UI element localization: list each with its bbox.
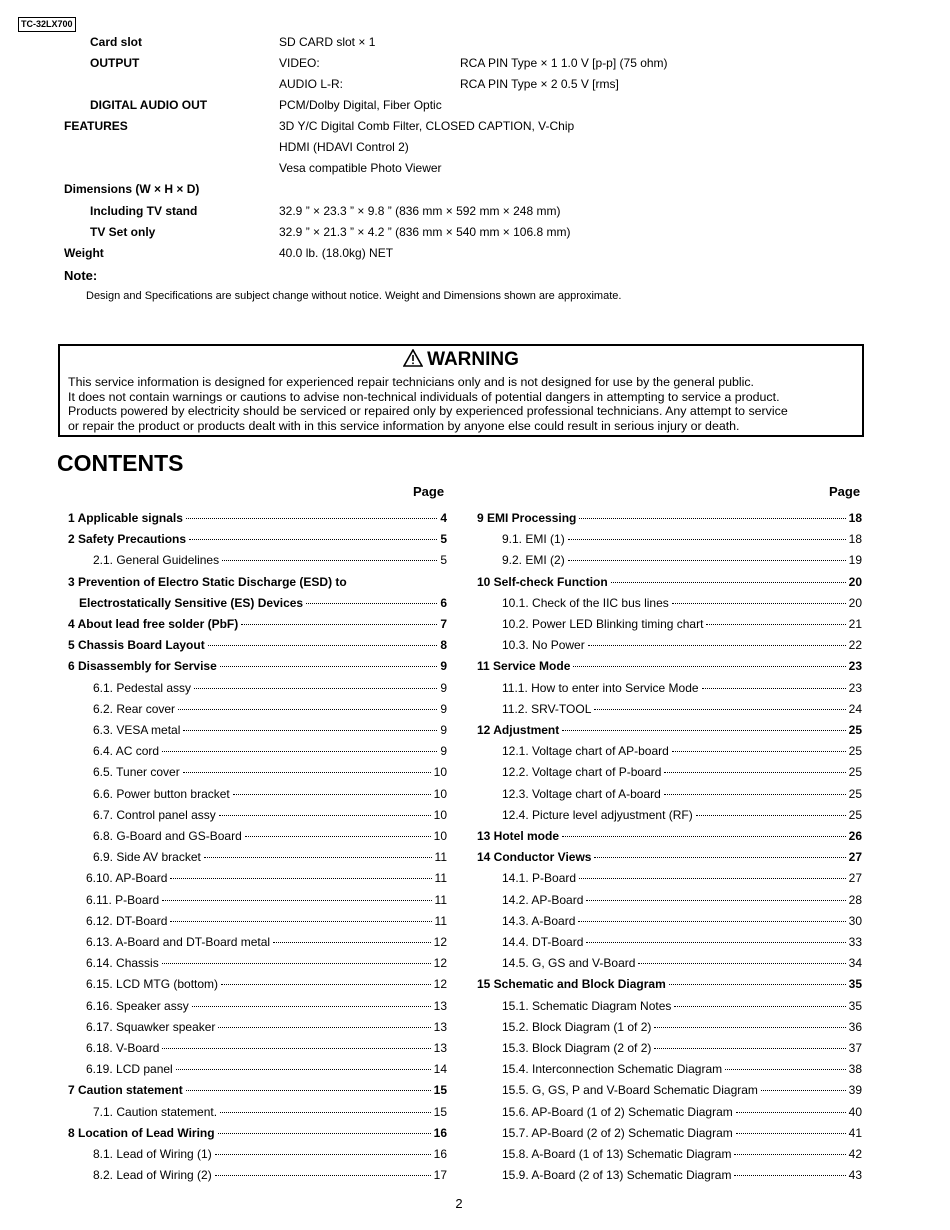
toc-entry-page: 24 <box>848 701 862 716</box>
toc-entry-title: 14.5. G, GS and V-Board <box>502 956 636 971</box>
toc-entry[interactable] <box>502 1146 862 1162</box>
toc-entry-page: 27 <box>848 850 862 865</box>
spec-value: SD CARD slot × 1 <box>279 35 376 49</box>
toc-entry-page: 10 <box>433 829 447 843</box>
toc-entry-title: 6.19. LCD panel <box>86 1062 173 1077</box>
toc-leader-dots <box>562 836 846 837</box>
toc-leader-dots <box>162 900 431 901</box>
toc-entry-title: 15.3. Block Diagram (2 of 2) <box>502 1041 652 1055</box>
spec-value: HDMI (HDAVI Control 2) <box>279 140 409 154</box>
toc-entry[interactable] <box>93 807 447 823</box>
toc-entry-title: 8.1. Lead of Wiring (1) <box>93 1147 212 1161</box>
toc-leader-dots <box>218 1027 430 1028</box>
toc-entry[interactable] <box>68 637 447 653</box>
warning-line: or repair the product or products dealt with in this service information by anyone else could result in serious injury or death. <box>68 418 740 433</box>
toc-entry-page: 26 <box>848 829 862 843</box>
toc-entry[interactable] <box>93 828 447 844</box>
toc-entry-page: 10 <box>433 807 447 822</box>
toc-entry-page: 13 <box>433 998 447 1013</box>
toc-leader-dots <box>578 921 845 922</box>
toc-entry-page: 10 <box>433 765 447 780</box>
toc-entry[interactable] <box>93 849 447 865</box>
toc-entry-title: 15.7. AP-Board (2 of 2) Schematic Diagram <box>502 1125 733 1140</box>
toc-entry-title: 2 Safety Precautions <box>68 532 187 547</box>
toc-entry[interactable] <box>502 764 862 780</box>
toc-leader-dots <box>594 857 845 858</box>
spec-label: Card slot <box>90 35 143 49</box>
toc-entry-page: 15 <box>433 1104 447 1119</box>
spec-value: 3D Y/C Digital Comb Filter, CLOSED CAPTION, V-Chip <box>279 119 575 133</box>
toc-entry-page: 9 <box>440 680 447 695</box>
toc-leader-dots <box>176 1069 431 1070</box>
toc-entry[interactable] <box>68 510 447 526</box>
toc-entry-page: 25 <box>848 744 862 759</box>
toc-leader-dots <box>664 794 846 795</box>
toc-leader-dots <box>669 984 846 985</box>
spec-value-detail: RCA PIN Type × 2 0.5 V [rms] <box>460 77 619 91</box>
toc-leader-dots <box>611 582 846 583</box>
toc-entry-page: 23 <box>848 659 862 674</box>
toc-entry[interactable] <box>86 976 447 992</box>
toc-entry[interactable] <box>93 722 447 738</box>
toc-leader-dots <box>586 942 845 943</box>
toc-entry-title: 6.7. Control panel assy <box>93 807 216 822</box>
page-column-header-left: Page <box>413 484 445 499</box>
toc-entry[interactable] <box>68 616 447 632</box>
toc-entry-title: 7 Caution statement <box>68 1083 183 1098</box>
toc-entry[interactable] <box>502 1125 862 1141</box>
spec-value: 32.9 ” × 21.3 ” × 4.2 ” (836 mm × 540 mm × 106.8 mm) <box>279 225 571 239</box>
toc-entry[interactable] <box>93 680 447 696</box>
page-number: 2 <box>455 1196 463 1211</box>
toc-entry-page: 18 <box>848 511 862 525</box>
toc-leader-dots <box>233 794 431 795</box>
toc-entry-title: 6 Disassembly for Servise <box>68 659 217 674</box>
toc-entry-title: 14.3. A-Board <box>502 913 576 928</box>
toc-entry-title: 15.8. A-Board (1 of 13) Schematic Diagram <box>502 1147 732 1161</box>
toc-leader-dots <box>725 1069 846 1070</box>
toc-entry-page: 5 <box>440 532 447 547</box>
toc-entry-title: 6.11. P-Board <box>86 892 160 907</box>
toc-entry-page: 33 <box>848 935 862 949</box>
toc-entry-page: 10 <box>433 786 447 801</box>
toc-entry-title: 14 Conductor Views <box>477 850 592 865</box>
toc-leader-dots <box>573 666 845 667</box>
toc-entry-title: 3 Prevention of Electro Static Discharge (ESD) to <box>68 574 347 589</box>
spec-value: Vesa compatible Photo Viewer <box>279 161 442 175</box>
toc-entry-page: 22 <box>848 638 862 653</box>
toc-entry-page: 9 <box>440 723 447 737</box>
toc-entry-page: 41 <box>848 1125 862 1140</box>
spec-label: DIGITAL AUDIO OUT <box>90 98 208 112</box>
toc-leader-dots <box>672 751 846 752</box>
toc-leader-dots <box>674 1006 845 1007</box>
toc-entry-page: 19 <box>848 553 862 568</box>
toc-leader-dots <box>220 1112 431 1113</box>
toc-entry-page: 18 <box>848 532 862 547</box>
toc-entry[interactable] <box>502 531 862 547</box>
toc-leader-dots <box>306 603 437 604</box>
toc-leader-dots <box>245 836 431 837</box>
toc-entry[interactable] <box>86 934 447 950</box>
toc-leader-dots <box>220 666 438 667</box>
toc-entry-page: 12 <box>433 956 447 971</box>
toc-entry[interactable] <box>502 786 862 802</box>
toc-leader-dots <box>579 878 846 879</box>
toc-entry[interactable] <box>502 998 862 1014</box>
toc-entry-title: 2.1. General Guidelines <box>93 553 220 568</box>
toc-entry-page: 15 <box>433 1083 447 1098</box>
toc-leader-dots <box>562 730 845 731</box>
toc-entry[interactable] <box>502 1104 862 1120</box>
toc-entry[interactable] <box>93 1104 447 1120</box>
toc-entry[interactable] <box>86 955 447 971</box>
toc-entry[interactable] <box>86 892 447 908</box>
spec-value: VIDEO: <box>279 56 320 70</box>
toc-entry[interactable] <box>502 955 862 971</box>
toc-entry-title: Electrostatically Sensitive (ES) Devices <box>79 595 304 610</box>
toc-leader-dots <box>192 1006 431 1007</box>
toc-leader-dots <box>162 751 437 752</box>
toc-entry-page: 12 <box>433 977 447 992</box>
toc-leader-dots <box>273 942 431 943</box>
toc-leader-dots <box>170 921 431 922</box>
toc-leader-dots <box>654 1048 845 1049</box>
toc-leader-dots <box>186 518 437 519</box>
toc-entry-page: 4 <box>440 511 447 525</box>
toc-entry-title: 6.12. DT-Board <box>86 913 168 928</box>
toc-entry-title: 11.1. How to enter into Service Mode <box>502 680 699 695</box>
toc-leader-dots <box>579 518 845 519</box>
note-text: Design and Specifications are subject change without notice. Weight and Dimensions shown are approximate. <box>86 290 622 302</box>
toc-entry-title: 6.14. Chassis <box>86 956 159 971</box>
toc-entry[interactable] <box>477 574 862 590</box>
toc-entry[interactable] <box>502 934 862 950</box>
toc-entry-title: 4 About lead free solder (PbF) <box>68 617 239 631</box>
toc-entry-title: 12.1. Voltage chart of AP-board <box>502 744 669 759</box>
toc-entry-title: 8 Location of Lead Wiring <box>68 1125 215 1140</box>
toc-leader-dots <box>183 730 437 731</box>
spec-value: 32.9 ” × 23.3 ” × 9.8 ” (836 mm × 592 mm × 248 mm) <box>279 204 561 218</box>
toc-entry[interactable] <box>502 1061 862 1077</box>
spec-label: TV Set only <box>90 225 156 239</box>
toc-entry[interactable] <box>502 913 862 929</box>
spec-label: Dimensions (W × H × D) <box>64 182 200 196</box>
toc-entry[interactable] <box>477 510 862 526</box>
toc-entry-page: 13 <box>433 1041 447 1055</box>
toc-entry-page: 9 <box>440 744 447 759</box>
toc-leader-dots <box>568 560 846 561</box>
toc-entry-title: 13 Hotel mode <box>477 829 560 843</box>
toc-leader-dots <box>219 815 431 816</box>
toc-entry-title: 15.6. AP-Board (1 of 2) Schematic Diagram <box>502 1104 733 1119</box>
toc-leader-dots <box>734 1154 845 1155</box>
spec-value: AUDIO L-R: <box>279 77 344 91</box>
toc-leader-dots <box>702 688 846 689</box>
toc-entry-page: 25 <box>848 723 862 737</box>
toc-leader-dots <box>178 709 437 710</box>
toc-entry-title: 6.8. G-Board and GS-Board <box>93 829 242 843</box>
toc-entry-title: 11.2. SRV-TOOL <box>502 701 592 716</box>
toc-entry-title: 10.3. No Power <box>502 638 585 653</box>
toc-entry-title: 12 Adjustment <box>477 723 560 737</box>
spec-value: 40.0 lb. (18.0kg) NET <box>279 246 394 260</box>
toc-entry-page: 12 <box>433 935 447 949</box>
toc-entry[interactable] <box>93 552 447 568</box>
toc-entry[interactable] <box>477 722 862 738</box>
warning-box <box>58 344 864 437</box>
toc-entry-page: 9 <box>440 659 447 674</box>
spec-label: OUTPUT <box>90 56 140 70</box>
toc-entry-page: 40 <box>848 1104 862 1119</box>
toc-entry-title: 15.1. Schematic Diagram Notes <box>502 998 672 1013</box>
toc-entry-page: 7 <box>440 617 447 631</box>
toc-entry-page: 16 <box>433 1147 447 1161</box>
toc-entry-title: 15.5. G, GS, P and V-Board Schematic Diagram <box>502 1083 758 1098</box>
toc-entry[interactable] <box>93 1167 447 1183</box>
toc-entry[interactable] <box>502 870 862 886</box>
spec-value: PCM/Dolby Digital, Fiber Optic <box>279 98 442 112</box>
toc-entry-title: 15 Schematic and Block Diagram <box>477 977 666 992</box>
toc-entry-page: 23 <box>848 680 862 695</box>
toc-entry[interactable] <box>68 658 447 674</box>
toc-leader-dots <box>170 878 431 879</box>
toc-entry[interactable] <box>502 1167 862 1183</box>
toc-entry[interactable] <box>477 828 862 844</box>
toc-entry-title: 6.15. LCD MTG (bottom) <box>86 977 219 992</box>
toc-entry[interactable] <box>68 531 447 547</box>
toc-entry-title: 10.1. Check of the IIC bus lines <box>502 595 669 610</box>
toc-entry-title: 5 Chassis Board Layout <box>68 638 205 653</box>
toc-entry-title: 9.2. EMI (2) <box>502 553 565 568</box>
toc-entry-page: 42 <box>848 1147 862 1161</box>
toc-entry-page: 11 <box>434 850 447 865</box>
toc-entry[interactable] <box>502 595 862 611</box>
toc-leader-dots <box>696 815 846 816</box>
toc-leader-dots <box>568 539 846 540</box>
toc-leader-dots <box>208 645 438 646</box>
toc-entry-title: 6.4. AC cord <box>93 744 160 759</box>
toc-entry[interactable] <box>502 743 862 759</box>
toc-leader-dots <box>215 1154 431 1155</box>
model-label: TC-32LX700 <box>18 17 76 32</box>
toc-entry[interactable] <box>502 552 862 568</box>
toc-entry-title: 11 Service Mode <box>477 659 571 674</box>
toc-entry-title: 14.4. DT-Board <box>502 935 584 949</box>
toc-entry-title: 8.2. Lead of Wiring (2) <box>93 1168 212 1183</box>
toc-leader-dots <box>162 1048 430 1049</box>
toc-leader-dots <box>638 963 845 964</box>
toc-leader-dots <box>162 963 431 964</box>
toc-entry-page: 43 <box>848 1168 862 1183</box>
toc-entry-page: 14 <box>433 1062 447 1077</box>
toc-entry-title: 6.16. Speaker assy <box>86 998 189 1013</box>
toc-entry[interactable] <box>502 807 862 823</box>
toc-leader-dots <box>183 772 431 773</box>
toc-entry-page: 36 <box>848 1019 862 1034</box>
toc-entry-title: 12.3. Voltage chart of A-board <box>502 786 661 801</box>
toc-entry-page: 25 <box>848 807 862 822</box>
toc-entry[interactable] <box>93 1146 447 1162</box>
toc-entry-title: 6.13. A-Board and DT-Board metal <box>86 935 271 949</box>
toc-entry[interactable] <box>86 870 447 886</box>
spec-value-detail: RCA PIN Type × 1 1.0 V [p-p] (75 ohm) <box>460 56 668 70</box>
toc-entry[interactable] <box>477 849 862 865</box>
warning-triangle-icon <box>403 349 423 367</box>
toc-entry-title: 6.2. Rear cover <box>93 701 176 716</box>
toc-leader-dots <box>594 709 845 710</box>
toc-entry[interactable] <box>502 1019 862 1035</box>
toc-entry-page: 20 <box>848 574 862 589</box>
toc-entry-title: 6.6. Power button bracket <box>93 786 230 801</box>
toc-leader-dots <box>186 1090 431 1091</box>
toc-entry[interactable] <box>502 892 862 908</box>
toc-leader-dots <box>736 1133 846 1134</box>
page-column-header-right: Page <box>829 484 861 499</box>
toc-entry-title: 15.9. A-Board (2 of 13) Schematic Diagram <box>502 1168 732 1183</box>
toc-entry[interactable] <box>477 976 862 992</box>
toc-entry-page: 8 <box>440 638 447 653</box>
toc-entry-title: 15.4. Interconnection Schematic Diagram <box>502 1062 723 1077</box>
toc-entry-title: 9.1. EMI (1) <box>502 532 565 547</box>
toc-leader-dots <box>215 1175 431 1176</box>
toc-entry[interactable] <box>79 595 447 611</box>
toc-entry-page: 38 <box>848 1062 862 1077</box>
note-heading: Note: <box>64 268 98 283</box>
toc-entry-page: 28 <box>848 892 862 907</box>
toc-leader-dots <box>761 1090 846 1091</box>
toc-entry-title: 9 EMI Processing <box>477 511 577 525</box>
toc-entry-title: 10 Self-check Function <box>477 574 608 589</box>
toc-entry[interactable] <box>86 998 447 1014</box>
toc-entry-title: 12.4. Picture level adjyustment (RF) <box>502 807 693 822</box>
toc-entry[interactable] <box>502 1040 862 1056</box>
toc-entry-title: 1 Applicable signals <box>68 511 183 525</box>
toc-entry[interactable] <box>502 1082 862 1098</box>
toc-entry-page: 11 <box>434 913 447 928</box>
toc-entry[interactable] <box>86 913 447 929</box>
warning-line: This service information is designed for experienced repair technicians only and is not designed for use by the general public. <box>68 375 755 389</box>
toc-leader-dots <box>194 688 437 689</box>
toc-entry[interactable] <box>68 1082 447 1098</box>
toc-leader-dots <box>664 772 845 773</box>
toc-entry-page: 11 <box>434 892 447 907</box>
toc-entry-page: 39 <box>848 1083 862 1098</box>
spec-label: Including TV stand <box>90 204 198 218</box>
toc-entry[interactable] <box>477 658 862 674</box>
toc-entry-page: 5 <box>440 553 447 568</box>
warning-line: Products powered by electricity should be serviced or repaired only by experienced professional technicians. Any attempt to service <box>68 404 788 418</box>
toc-entry[interactable] <box>86 1061 447 1077</box>
toc-entry-title: 7.1. Caution statement. <box>93 1104 218 1119</box>
toc-leader-dots <box>672 603 846 604</box>
toc-entry-title: 6.18. V-Board <box>86 1041 160 1055</box>
toc-entry[interactable] <box>93 701 447 717</box>
toc-entry-page: 17 <box>433 1168 447 1183</box>
spec-label: Weight <box>64 246 104 260</box>
toc-entry-page: 35 <box>848 998 862 1013</box>
toc-entry-title: 15.2. Block Diagram (1 of 2) <box>502 1019 652 1034</box>
toc-entry[interactable] <box>93 786 447 802</box>
toc-entry[interactable] <box>502 680 862 696</box>
toc-entry-page: 37 <box>848 1041 862 1055</box>
toc-entry-title: 6.1. Pedestal assy <box>93 680 192 695</box>
toc-leader-dots <box>189 539 437 540</box>
toc-entry[interactable] <box>68 574 447 590</box>
toc-entry-page: 20 <box>848 595 862 610</box>
toc-entry-page: 27 <box>848 871 862 886</box>
toc-leader-dots <box>218 1133 431 1134</box>
toc-entry-title: 6.9. Side AV bracket <box>93 850 201 865</box>
toc-leader-dots <box>734 1175 845 1176</box>
toc-leader-dots <box>706 624 845 625</box>
toc-leader-dots <box>586 900 845 901</box>
toc-entry-title: 14.1. P-Board <box>502 871 577 886</box>
contents-title: CONTENTS <box>57 450 184 476</box>
toc-entry-page: 16 <box>433 1125 447 1140</box>
toc-leader-dots <box>654 1027 845 1028</box>
toc-leader-dots <box>241 624 437 625</box>
warning-title-text: WARNING <box>427 349 519 370</box>
toc-entry-page: 25 <box>848 765 862 780</box>
toc-entry-page: 30 <box>848 913 862 928</box>
toc-leader-dots <box>204 857 432 858</box>
toc-entry-title: 6.10. AP-Board <box>86 871 168 886</box>
toc-entry-title: 14.2. AP-Board <box>502 892 584 907</box>
warning-title <box>60 349 862 371</box>
toc-leader-dots <box>736 1112 846 1113</box>
toc-entry-title: 6.3. VESA metal <box>93 723 181 737</box>
warning-body <box>60 375 862 433</box>
spec-label: FEATURES <box>64 119 128 133</box>
toc-entry-page: 6 <box>440 595 447 610</box>
toc-entry[interactable] <box>502 637 862 653</box>
toc-entry[interactable] <box>86 1019 447 1035</box>
toc-entry[interactable] <box>93 743 447 759</box>
toc-entry-title: 10.2. Power LED Blinking timing chart <box>502 617 704 631</box>
toc-entry-title: 12.2. Voltage chart of P-board <box>502 765 662 780</box>
toc-entry-page: 11 <box>434 871 447 886</box>
toc-entry-page: 13 <box>433 1019 447 1034</box>
toc-entry[interactable] <box>502 701 862 717</box>
toc-leader-dots <box>221 984 431 985</box>
warning-line: It does not contain warnings or cautions to advise non-technical individuals of potential dangers in attempting to service a product. <box>68 389 780 404</box>
toc-entry-title: 6.17. Squawker speaker <box>86 1019 216 1034</box>
toc-entry-page: 35 <box>848 977 862 992</box>
toc-entry-page: 9 <box>440 701 447 716</box>
toc-entry[interactable] <box>502 616 862 632</box>
toc-entry[interactable] <box>68 1125 447 1141</box>
toc-entry-page: 21 <box>848 617 862 631</box>
toc-entry[interactable] <box>86 1040 447 1056</box>
toc-entry[interactable] <box>93 764 447 780</box>
toc-leader-dots <box>588 645 846 646</box>
toc-entry-title: 6.5. Tuner cover <box>93 765 180 780</box>
toc-entry-page: 34 <box>848 956 862 971</box>
toc-leader-dots <box>222 560 437 561</box>
toc-entry-page: 25 <box>848 786 862 801</box>
